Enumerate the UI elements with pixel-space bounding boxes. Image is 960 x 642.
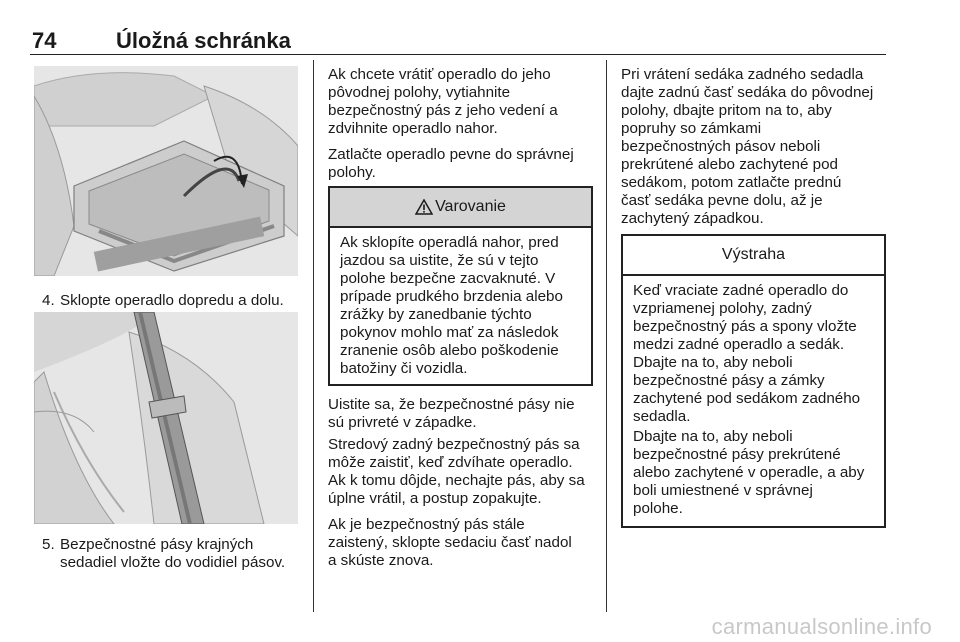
header-rule [30, 54, 886, 55]
illustration-seat-belt-guide [34, 312, 298, 524]
caution-title: Výstraha [721, 246, 786, 263]
seat-cushion-paragraph: Pri vrátení sedáka zadného sedadla dajte zadnú časť sedáka do pôvodnej polohy, dbajte pritom na to, aby popruhy so zámkami bezpečnostných pásov neboli prekrútené alebo zachytené pod sedákom, potom zatlačte prednú časť sedáka pevne dolu, až je zachytený západkou. [621, 66, 874, 227]
return-backrest-paragraph: Ak chcete vrátiť operadlo do jeho pôvodnej polohy, vytiahnite bezpečnostný pás z jeho vedení a zdvihnite operadlo nahor. [328, 66, 558, 137]
caution-header [623, 236, 884, 276]
caution-box [621, 234, 886, 528]
caution-text-2: Dbajte na to, aby neboli bezpečnostné pásy prekrútené alebo zachytené v operadle, a aby boli umiestnené v správnej polohe. [633, 428, 865, 517]
step-4-number: 4. [42, 292, 55, 309]
warning-triangle-icon [415, 199, 433, 215]
page-header [30, 22, 886, 52]
warning-text: Ak sklopíte operadlá nahor, pred jazdou sa uistite, že sú v tejto polohe bezpečne zacvaknuté. V prípade prudkého brzdenia alebo zrážky by zanedbanie týchto pokynov mohlo mať za následok zranenie osôb alebo poškodenie batožiny či vozidla. [340, 234, 563, 377]
column-divider-right [606, 60, 607, 612]
column-divider-left [313, 60, 314, 612]
check-belts-paragraph: Uistite sa, že bezpečnostné pásy nie sú privreté v západke. [328, 396, 575, 431]
belt-guide-illustration [34, 312, 298, 524]
belt-locked-paragraph: Ak je bezpečnostný pás stále zaistený, sklopte sedaciu časť nadol a skúste znova. [328, 516, 572, 569]
center-belt-paragraph: Stredový zadný bezpečnostný pás sa môže zaistiť, keď zdvíhate operadlo. Ak k tomu dôjde, nechajte pás, aby sa úplne vrátil, a postup zopakujte. [328, 436, 585, 507]
push-backrest-paragraph: Zatlačte operadlo pevne do správnej polohy. [328, 146, 574, 181]
warning-title: Varovanie [435, 198, 506, 215]
watermark: carmanualsonline.info [711, 614, 932, 639]
page-title: Úložná schránka [116, 28, 291, 53]
step-5-line-2: sedadiel vložte do vodidiel pásov. [60, 554, 286, 571]
page-number: 74 [32, 28, 57, 53]
warning-header [330, 188, 591, 228]
warning-box [328, 186, 593, 386]
illustration-rear-seat-folded [34, 66, 298, 276]
seat-folding-illustration [34, 66, 298, 276]
step-4-text: Sklopte operadlo dopredu a dolu. [60, 292, 284, 309]
step-5-line-1: Bezpečnostné pásy krajných [60, 536, 254, 553]
step-5-number: 5. [42, 536, 55, 553]
caution-text-1: Keď vraciate zadné operadlo do vzpriamenej polohy, zadný bezpečnostný pás a spony vložte medzi zadné operadlo a sedák. Dbajte na to, aby neboli bezpečnostné pásy a zámky zachytené pod sedákom zadného sedadla. [633, 282, 861, 425]
